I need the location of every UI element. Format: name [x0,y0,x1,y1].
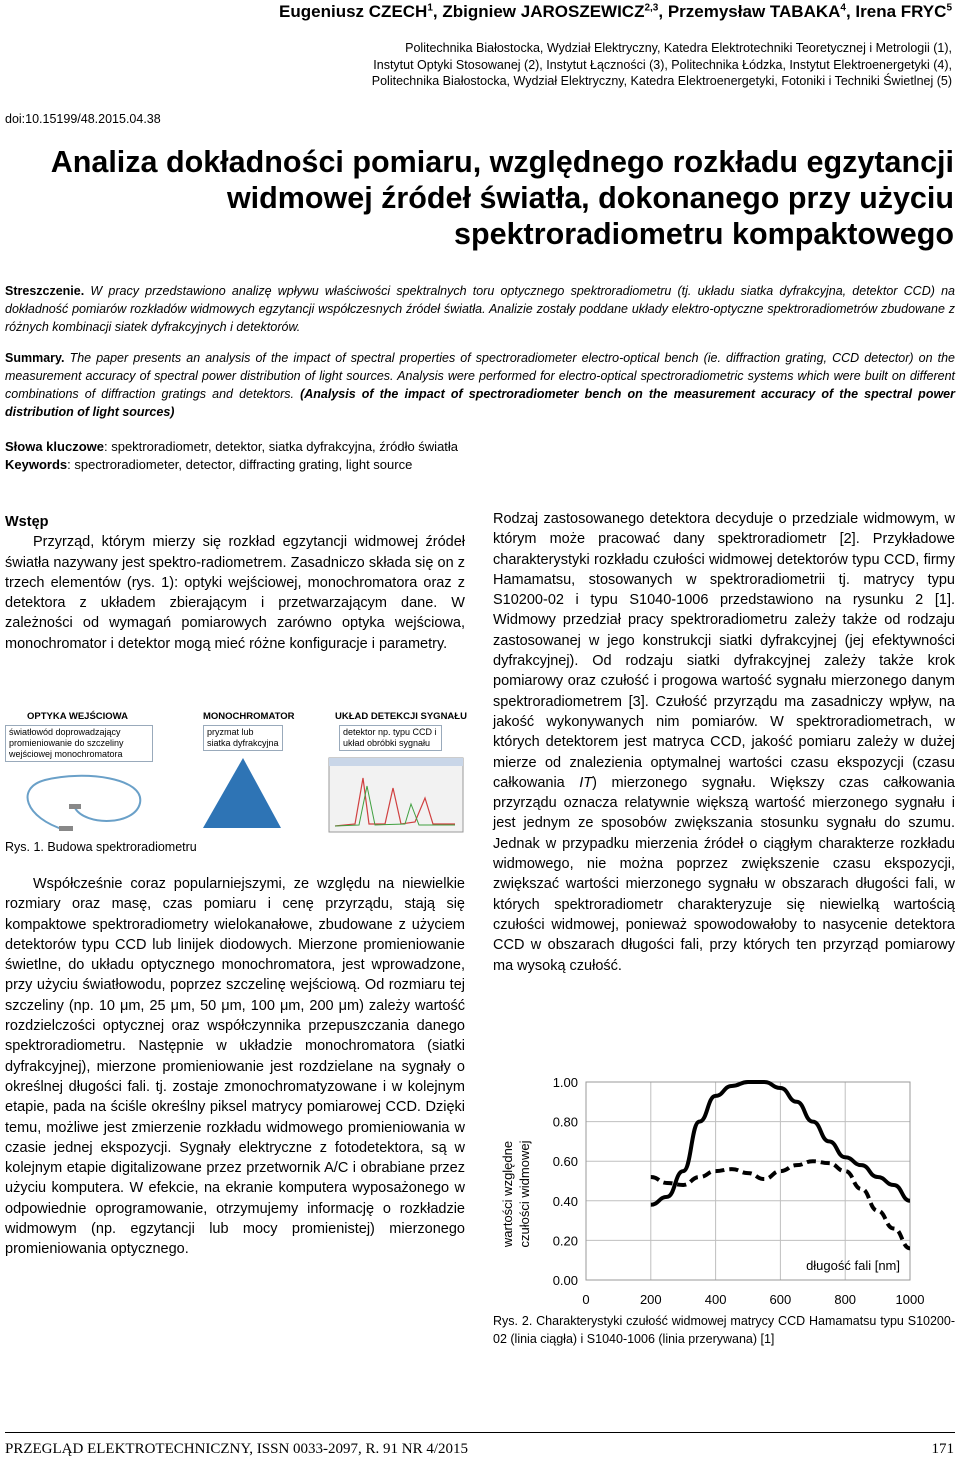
section-heading: Wstęp [5,514,49,530]
author-sup: 2,3 [644,2,659,14]
y-axis-label-line: wartości względne [500,1140,515,1248]
y-tick-label: 0.40 [552,1193,578,1209]
fig1-heading: UKŁAD DETEKCJI SYGNAŁU [335,711,467,722]
y-axis-label [500,1140,532,1248]
author-name: Przemysław TABAKA [667,2,841,21]
y-axis-label-line: czułości widmowej [517,1140,532,1248]
title-line: widmowej źródeł światła, dokonanego przy użyciu [226,181,954,215]
x-tick-label: 800 [834,1292,857,1307]
italic-term: IT [579,774,593,791]
paragraph [493,509,955,976]
intro-continued [5,874,465,1260]
author-sup: 4 [840,2,846,14]
footer-rule [5,1432,955,1433]
fig1-panel-input-optics [5,708,155,838]
y-tick-label: 0.60 [552,1154,578,1170]
paragraph: Współcześnie coraz popularniejszymi, ze względu na niewielkie rozmiary oraz masę, czas pomiaru i cenę przyrządu, stają się kompaktowe spektroradiometry wielokanałowe, zbudowane z użyciem detektorów typu CCD lub linijek diodowych. Mierzone promieniowanie świetlne, do układu optycznego monochromatora, jest wprowadzone, przy użyciu światłowodu, poprzez szczelinę wejściową. Od rozmiaru tej szczeliny (np. 10 μm, 25 μm, 50 μm, 100 μm, 200 μm) zależy wartość rozdzielczości optycznej oraz współczynnika przepuszczania danego spektroradiometru. Następnie w układzie monochromatora (siatki dyfrakcyjnej), mierzone promieniowanie jest rozdzielane na sygnały o określnej długości fali. tj. zostaje zmonochromatyzowane i w kolejnym etapie, pada na ściśle określny piksel matrycy pomiarowej CCD. Dzięki temu, możliwe jest zmierzenie rozkładu widmowego promieniowania w czasie jednej ekspozycji. Sygnały elektryczne z fotodetektora, są w kolejnym etapie digitalizowane przez przetwornik A/C i obrabiane przez użyciu komputera. W efekcie, na ekranie komputera wyposażonego w odpowiednie oprogramowanie, otrzymujemy informację o rozkładzie widmowym (np. egzytancji lub mocy promienistej) mierzonego promieniowania optycznego. [5,876,465,1258]
abstract-text: The paper presents an analysis of the impact of spectral properties of spectroradiometer electro-optical bench (ie. diffraction grating, CCD detector) on the measurement accuracy of spectral power distribution of light sources. Analysis were performed for electro-optical spectroradiometric systems which were built on different combinations of diffraction gratings and detektors. [5,351,955,401]
affiliation-line: Politechnika Białostocka, Wydział Elektryczny, Katedra Elektrotechniki Teoretycznej i Metrologii (1), [405,41,952,55]
fig1-heading: MONOCHROMATOR [203,711,295,722]
x-tick-label: 600 [769,1292,792,1307]
x-tick-label: 0 [582,1292,590,1307]
keywords-pl [5,438,905,456]
keywords-text: : spektroradiometr, detektor, siatka dyfrakcyjna, źródło światła [103,439,459,454]
keywords-text: : spectroradiometer, detector, diffracting grating, light source [67,457,413,472]
author-sup: 1 [427,2,433,14]
paragraph-text: ) mierzonego sygnału. Większy czas całkowania przyrządu oznacza relatywnie większą wartość mierzonego sygnału i jest jednym ze sposobów zwiększania stosunku sygnału do szumu. Jednak w przypadku mierzenia źródeł o ciągłym charakterze rozkładu widmowego, nie można poprzez zwiększenie czasu ekspozycji, zwiększać wartości mierzonego sygnału w obszarach długości fali, w których spektroradiometr charakteryzuje się niewielką wartością czułości widmowej, ponieważ spowodowałoby to nasycenie detektora CCD w obszarach długości fali, przy których ten przyrząd pomiarowy ma wysoką czułość. [493,774,956,974]
spectrum-screen-icon [315,708,467,838]
fig1-subtext: pryzmat lub siatka dyfrakcyjna [203,725,283,751]
x-tick-label: 200 [639,1292,662,1307]
affiliation-line: Politechnika Białostocka, Wydział Elektryczny, Katedra Elektroenergetyki, Fotoniki i Techniki Świetlnej (5) [371,74,952,88]
fig1-subtext: światłowód doprowadzający promieniowanie do szczeliny wejściowej monochromatora [5,725,153,762]
fig1-heading: OPTYKA WEJŚCIOWA [27,711,128,722]
chart-grid [586,1082,910,1280]
journal-footer: PRZEGLĄD ELEKTROTECHNICZNY, ISSN 0033-2097, R. 91 NR 4/2015 [5,1441,469,1457]
english-title: (Analysis of the impact of spectroradiometer bench on the measurement accuracy of the spectral power distribution of light sources) [5,387,955,419]
doi: doi:10.15199/48.2015.04.38 [5,112,161,126]
optical-fiber-icon [5,708,155,838]
abstract-label: Streszczenie. [5,284,85,298]
figure-1 [5,708,465,838]
figure-2-caption: Rys. 2. Charakterystyki czułość widmowej matrycy CCD Hamamatsu typu S10200-02 (linia ciągła) i S1040-1006 (linia przerywana) [1] [493,1314,955,1346]
x-tick-label: 400 [704,1292,727,1307]
author-sup: 5 [946,2,952,14]
keywords-label: Keywords [5,457,68,472]
keywords-label: Słowa kluczowe [5,439,104,454]
figure-1-caption: Rys. 1. Budowa spektroradiometru [5,840,197,854]
abstract-en [5,349,955,421]
affiliation-line: Instytut Optyki Stosowanej (2), Instytut Łączności (3), Politechnika Łódzka, Instytut Elektroenergetyki (4), [373,57,952,72]
affiliations [212,40,952,90]
keywords-en [5,456,905,474]
figure-2-chart [490,1062,960,1312]
author-name: Eugeniusz CZECH [279,2,428,21]
y-tick-label: 0.20 [552,1233,578,1249]
plot-area [586,1082,910,1280]
title-line: spektroradiometru kompaktowego [454,217,954,251]
prism-icon [173,708,313,838]
abstract-pl [5,282,955,336]
x-axis-label: długość fali [nm] [806,1258,900,1273]
fig1-subtext: detektor np. typu CCD i układ obróbki sygnału [339,725,442,751]
paragraph: Przyrząd, którym mierzy się rozkład egzytancji widmowej źródeł światła nazywany jest spektro-radiometrem. Zasadniczo składa się on z trzech elementów (rys. 1): optyki wejściowej, monochromatora oraz z detektora z układem zbierającym i przetwarzającym dane. W zależności od wymagań pomiarowych zarówno optyka wejściowa, monochromator i detektor mogą mieć różne konfiguracje i parametry. [5,534,465,652]
right-column-text [493,509,955,976]
authors-line: Eugeniusz CZECH$^1$, Zbigniew JAROSZEWICZ$^{2,3}$, Przemysław TABAKA$^4$, Irena FRYC$^5$ [279,2,952,21]
abstract-label: Summary. [5,351,65,365]
y-tick-label: 0.00 [552,1273,578,1288]
paragraph-text: Rodzaj zastosowanego detektora decyduje o przedziale widmowym, w którym może pracować dany spektroradiometr [2]. Przykładowe charakterystyki rozkładu czułości widmowej detektorów typu CCD, firmy Hamamatsu, stosowanych w spektroradiometrii tj. matrycy typu S10200-02 i typu S1040-1006 przedstawiono na rysunku 2 [1]. Widmowy przedział pracy spektroradiometru zależy także od rodzaju zastosowanej w jego konstrukcji siatki dyfrakcyjnej (jej efektywności dyfrakcyjnej). Od rodzaju siatki dyfrakcyjnej zależy także krok pomiarowy oraz czułość i progowa wartość sygnału mierzonego danym spektroradiometrem [3]. Czułość przyrządu ma zasadniczy wpływ, na jakość wykonywanych nim pomiarów. W spektroradiometrach, w których detektorem jest matryca CCD, jakość pomiaru zależy w dużej mierze od znalezienia optymalnej wartości czasu ekspozycji (czasu całkowania [493,511,955,791]
fig1-panel-monochromator [173,708,313,838]
abstract-text: W pracy przedstawiono analizę wpływu właściwości spektralnych toru optycznego spektroradiometru (tj. układu siatka dyfrakcyjna, detektor CCD) na dokładność pomiarów rozkładów widmowych egzytancji współczesnych źródeł światła. Analizie zostały poddane układy elektro-optyczne spektroradiometrów zbudowane z różnych kombinacji siatek dyfrakcyjnych i detektorów. [5,284,955,334]
y-tick-label: 1.00 [552,1075,578,1090]
keywords [5,438,905,474]
author-name: Irena FRYC [855,2,947,21]
fig1-panel-detection [315,708,467,838]
page-number: 171 [931,1441,954,1457]
paper-title [0,144,954,252]
x-tick-label: 1000 [895,1292,925,1307]
intro-section [5,512,465,654]
author-name: Zbigniew JAROSZEWICZ [442,2,645,21]
title-line: Analiza dokładności pomiaru, względnego rozkładu egzytancji [50,145,954,179]
y-tick-label: 0.80 [552,1114,578,1130]
